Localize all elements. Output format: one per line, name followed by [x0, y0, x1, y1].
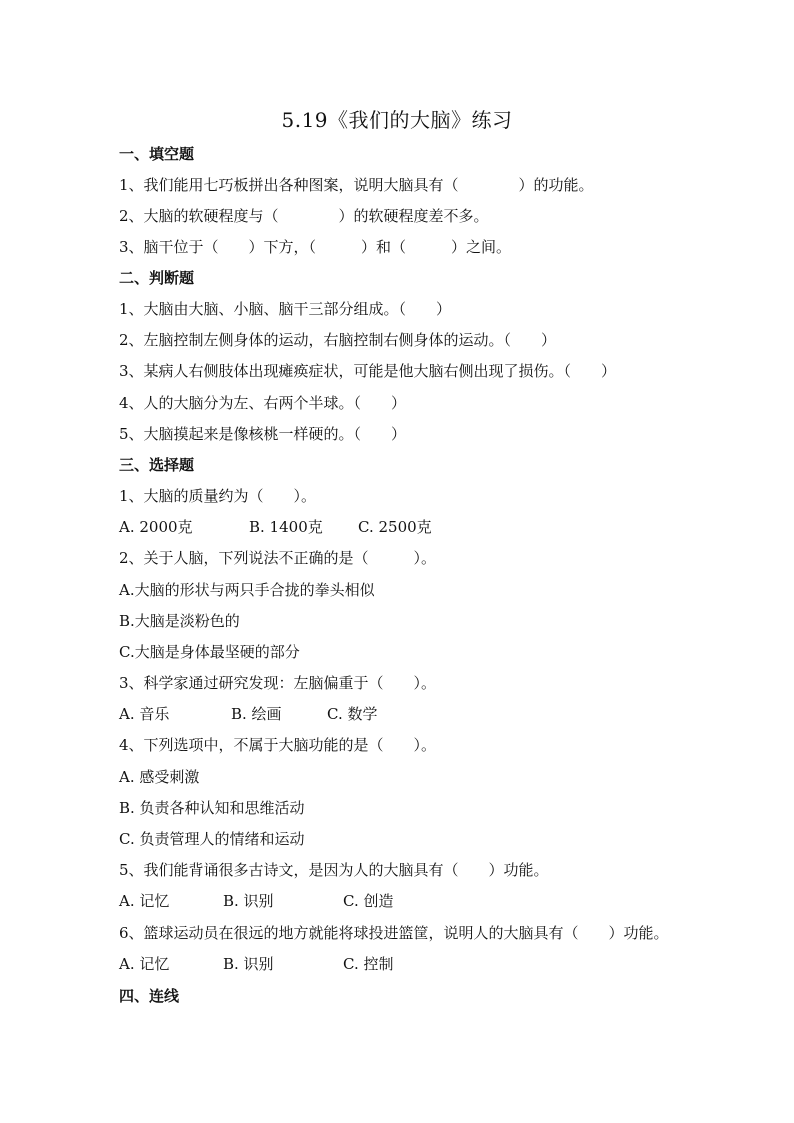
- section-heading-fill: 一、填空题: [119, 145, 195, 163]
- judge-question-4: 4、人的大脑分为左、右两个半球。（ ）: [119, 394, 407, 412]
- fill-question-2: 2、大脑的软硬程度与（ ）的软硬程度差不多。: [119, 207, 489, 225]
- choice-6-option-a: A. 记忆: [119, 955, 170, 973]
- judge-question-1: 1、大脑由大脑、小脑、脑干三部分组成。（ ）: [119, 300, 452, 318]
- choice-6-option-c: C. 控制: [343, 955, 394, 973]
- choice-1-option-b: B. 1400克: [249, 518, 323, 536]
- choice-4-option-c: C. 负责管理人的情绪和运动: [119, 830, 305, 848]
- section-heading-judge: 二、判断题: [119, 269, 195, 287]
- choice-1-option-c: C. 2500克: [358, 518, 432, 536]
- section-heading-choice: 三、选择题: [119, 456, 195, 474]
- fill-question-3: 3、脑干位于（ ）下方，（ ）和（ ）之间。: [119, 238, 512, 256]
- choice-1-option-a: A. 2000克: [119, 518, 193, 536]
- page-title: 5.19《我们的大脑》练习: [281, 108, 513, 132]
- choice-5-option-b: B. 识别: [223, 892, 274, 910]
- section-heading-match: 四、连线: [119, 987, 180, 1005]
- choice-question-4: 4、下列选项中，不属于大脑功能的是（ ）。: [119, 736, 437, 754]
- choice-4-option-a: A. 感受刺激: [119, 768, 200, 786]
- choice-question-6: 6、篮球运动员在很远的地方就能将球投进篮筐，说明人的大脑具有（ ）功能。: [119, 924, 669, 942]
- choice-5-option-c: C. 创造: [343, 892, 394, 910]
- choice-question-5: 5、我们能背诵很多古诗文，是因为人的大脑具有（ ）功能。: [119, 861, 549, 879]
- choice-3-option-c: C. 数学: [327, 705, 378, 723]
- choice-3-option-b: B. 绘画: [231, 705, 282, 723]
- judge-question-3: 3、某病人右侧肢体出现瘫痪症状，可能是他大脑右侧出现了损伤。（ ）: [119, 362, 617, 380]
- judge-question-5: 5、大脑摸起来是像核桃一样硬的。（ ）: [119, 425, 407, 443]
- choice-2-option-b: B.大脑是淡粉色的: [119, 612, 240, 630]
- fill-question-1: 1、我们能用七巧板拼出各种图案，说明大脑具有（ ）的功能。: [119, 176, 594, 194]
- choice-4-option-b: B. 负责各种认知和思维活动: [119, 799, 305, 817]
- judge-question-2: 2、左脑控制左侧身体的运动，右脑控制右侧身体的运动。（ ）: [119, 331, 557, 349]
- choice-3-option-a: A. 音乐: [119, 705, 170, 723]
- choice-5-option-a: A. 记忆: [119, 892, 170, 910]
- choice-6-option-b: B. 识别: [223, 955, 274, 973]
- choice-question-3: 3、科学家通过研究发现：左脑偏重于（ ）。: [119, 674, 437, 692]
- choice-2-option-a: A.大脑的形状与两只手合拢的拳头相似: [119, 581, 375, 599]
- choice-question-2: 2、关于人脑，下列说法不正确的是（ ）。: [119, 549, 437, 567]
- choice-2-option-c: C.大脑是身体最坚硬的部分: [119, 643, 300, 661]
- choice-question-1: 1、大脑的质量约为（ ）。: [119, 487, 317, 505]
